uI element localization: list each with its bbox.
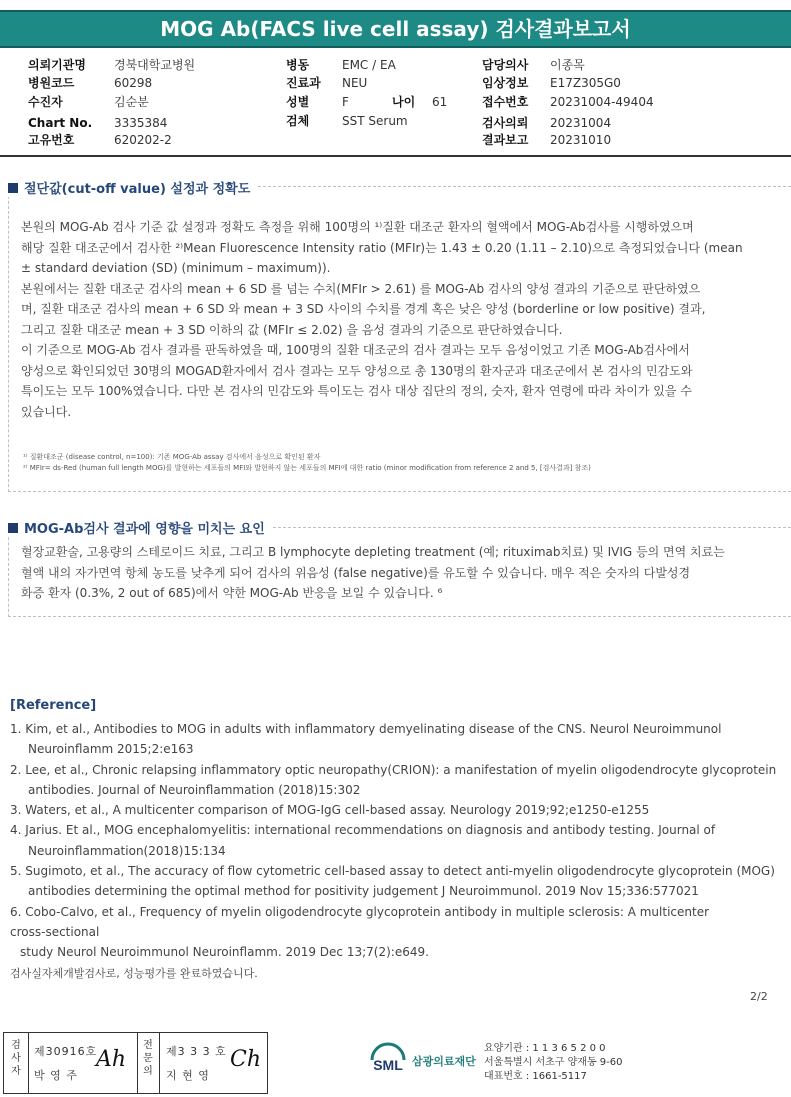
reference-line: Neuroinflammation(2018)15:134 bbox=[28, 843, 226, 858]
info-label: 병원코드 bbox=[28, 76, 75, 90]
signature-box bbox=[3, 1032, 268, 1094]
info-label: 성별 bbox=[286, 95, 310, 109]
report-title-bar bbox=[0, 10, 791, 48]
footnote: ¹⁾ 질환대조군 (disease control, n=100): 기존 MOG-Ab assay 검사에서 음성으로 확인된 환자 bbox=[23, 453, 321, 461]
info-label: 검체 bbox=[286, 114, 310, 128]
info-value: 3335384 bbox=[114, 116, 168, 130]
info-value: 경북대학교병원 bbox=[114, 58, 196, 72]
info-value: E17Z305G0 bbox=[550, 76, 621, 90]
reference-line: cross-sectional bbox=[10, 924, 100, 939]
info-label: 담당의사 bbox=[482, 58, 529, 72]
physician-signature: Ch bbox=[230, 1047, 262, 1072]
org-info-line: 대표번호 : 1661-5117 bbox=[484, 1071, 587, 1082]
page-number: 2/2 bbox=[750, 990, 768, 1003]
info-label: 진료과 bbox=[286, 76, 321, 90]
info-value: 20231010 bbox=[550, 133, 612, 147]
physician-name: 지 현 영 bbox=[166, 1069, 210, 1082]
info-value: SST Serum bbox=[342, 114, 408, 128]
info-value: 60298 bbox=[114, 76, 153, 90]
section-title: MOG-Ab검사 결과에 영향을 미치는 요인 bbox=[24, 522, 265, 537]
reference-line: antibodies. Journal of Neuroinflammation (2018)15:302 bbox=[28, 782, 361, 797]
text-line: 그리고 질환 대조군 mean + 3 SD 이하의 값 (MFIr ≤ 2.02) 을 음성 결과의 기준으로 판단하였습니다. bbox=[21, 322, 563, 337]
info-value: EMC / EA bbox=[342, 58, 396, 72]
square-bullet-icon bbox=[8, 183, 18, 193]
square-bullet-icon bbox=[8, 523, 18, 533]
reference-heading: [Reference] bbox=[10, 698, 97, 713]
info-label: 결과보고 bbox=[482, 133, 529, 147]
info-label: 검사의뢰 bbox=[482, 116, 529, 130]
reference-list bbox=[10, 719, 780, 963]
info-value: 61 bbox=[432, 95, 448, 109]
text-line: 며, 질환 대조군 검사의 mean + 6 SD 와 mean + 3 SD 사이의 수치를 경계 혹은 낮은 양성 (borderline or low positive) 결과, bbox=[21, 302, 706, 316]
tester-signature: Ah bbox=[96, 1047, 127, 1072]
text-line: 본원의 MOG-Ab 검사 기준 값 설정과 정확도 측정을 위해 100명의 ¹⁾질환 대조군 환자의 혈액에서 MOG-Ab검사를 시행하였으며 bbox=[21, 220, 694, 234]
signature-divider bbox=[137, 1033, 138, 1093]
tester-license: 제30916호 bbox=[34, 1045, 98, 1058]
reference-line: 4. Jarius. Et al., MOG encephalomyelitis: international recommendations on diagnosis and antibody testing. Journal of bbox=[10, 823, 716, 838]
reference-line: 5. Sugimoto, et al., The accuracy of flow cytometric cell-based assay to detect anti-myelin oligodendrocyte glycoprotein (MOG) bbox=[10, 864, 775, 879]
factors-section-box bbox=[8, 527, 791, 617]
cutoff-section-heading bbox=[8, 178, 258, 197]
text-line: 혈액 내의 자가면역 항체 농도를 낮추게 되어 검사의 위음성 (false negative)를 유도할 수 있습니다. 매우 적은 숫자의 다발성경 bbox=[21, 565, 691, 580]
text-line: 있습니다. bbox=[21, 404, 72, 419]
physician-label: 전 문 의 bbox=[143, 1040, 153, 1077]
text-line: 해당 질환 대조군에서 검사한 ²⁾Mean Fluorescence Intensity ratio (MFIr)는 1.43 ± 0.20 (1.11 – 2.10)으로 측정되었습니다 (mean bbox=[21, 240, 743, 255]
info-label: 고유번호 bbox=[28, 133, 75, 147]
factors-paragraph bbox=[21, 542, 781, 604]
reference-line: Neuroinflamm 2015;2:e163 bbox=[28, 742, 194, 757]
info-value: NEU bbox=[342, 76, 368, 90]
info-value: 20231004 bbox=[550, 116, 612, 130]
factors-section-heading bbox=[8, 518, 273, 537]
org-info bbox=[484, 1042, 623, 1084]
sml-logo-icon bbox=[366, 1040, 410, 1080]
text-line: 본원에서는 질환 대조군 검사의 mean + 6 SD 를 넘는 수치(MFIr > 2.61) 를 MOG-Ab 검사의 양성 결과의 기준으로 판단하였으 bbox=[21, 281, 701, 296]
cutoff-paragraph bbox=[21, 217, 781, 422]
info-label: 임상정보 bbox=[482, 76, 529, 90]
info-label: 접수번호 bbox=[482, 95, 529, 109]
org-name: 삼광의료재단 bbox=[412, 1055, 476, 1068]
info-label: 수진자 bbox=[28, 95, 63, 109]
tester-name: 박 영 주 bbox=[34, 1069, 78, 1082]
reference-line: 1. Kim, et al., Antibodies to MOG in adults with inflammatory demyelinating disease of the CNS. Neurol Neuroimmunol bbox=[10, 722, 722, 736]
org-info-line: 서울특별시 서초구 양재동 9-60 bbox=[484, 1057, 623, 1068]
text-line: 이 기준으로 MOG-Ab 검사 결과를 판독하였을 때, 100명의 질환 대조군의 검사 결과는 모두 음성이었고 기존 MOG-Ab검사에서 bbox=[21, 343, 690, 357]
info-label: 의뢰기관명 bbox=[28, 58, 86, 72]
info-value: 이종목 bbox=[550, 58, 585, 72]
text-line: 양성으로 확인되었던 30명의 MOGAD환자에서 검사 결과는 모두 양성으로 총 130명의 환자군과 대조군에서 본 검사의 민감도와 bbox=[21, 363, 693, 378]
patient-info bbox=[0, 55, 791, 155]
physician-license: 제3 3 3 호 bbox=[166, 1045, 227, 1058]
reference-line: 2. Lee, et al., Chronic relapsing inflammatory optic neuropathy(CRION): a manifestation of myelin oligodendrocyte glycoprotein bbox=[10, 762, 777, 777]
reference-line: antibodies determining the optimal method for positivity judgement J Neuroimmunol. 2019 Nov 15;336:577021 bbox=[28, 884, 699, 899]
info-label: Chart No. bbox=[28, 116, 93, 130]
cutoff-section-box bbox=[8, 186, 791, 492]
text-line: 특이도는 모두 100%였습니다. 다만 본 검사의 민감도와 특이도는 검사 대상 집단의 정의, 숫자, 환자 연령에 따라 차이가 있을 수 bbox=[21, 384, 692, 398]
info-label: 병동 bbox=[286, 58, 310, 72]
text-line: ± standard deviation (SD) (minimum – maximum)). bbox=[21, 261, 331, 275]
text-line: 화증 환자 (0.3%, 2 out of 685)에서 약한 MOG-Ab 반응을 보일 수 있습니다. ⁶ bbox=[21, 586, 443, 600]
logo-text: SML bbox=[373, 1057, 403, 1073]
info-value: 20231004-49404 bbox=[550, 95, 654, 109]
closing-note: 검사실자체개발검사로, 성능평가를 완료하였습니다. bbox=[10, 967, 258, 980]
reference-line: 6. Cobo-Calvo, et al., Frequency of myelin oligodendrocyte glycoprotein antibody in multiple sclerosis: A multicenter bbox=[10, 904, 710, 919]
info-value: F bbox=[342, 95, 349, 109]
org-info-line: 요양기관 : 1 1 3 6 5 2 0 0 bbox=[484, 1043, 606, 1054]
reference-line: study Neurol Neuroimmunol Neuroinflamm. 2019 Dec 13;7(2):e649. bbox=[20, 945, 429, 960]
text-line: 혈장교환술, 고용량의 스테로이드 치료, 그리고 B lymphocyte depleting treatment (예; rituximab치료) 및 IVIG 등의 면역 치료는 bbox=[21, 545, 725, 559]
reference-line: 3. Waters, et al., A multicenter comparison of MOG-IgG cell-based assay. Neurology 2019;92;e1250-e1255 bbox=[10, 803, 650, 818]
footnote: ²⁾ MFIr= ds-Red (human full length MOG)를 발현하는 세포들의 MFI와 발현하지 않는 세포들의 MFI에 대한 ratio (minor modification from reference 2 and 5, [검사결과] 참조) bbox=[23, 464, 591, 472]
info-label: 나이 bbox=[392, 95, 416, 109]
signature-divider bbox=[159, 1033, 160, 1093]
tester-label: 검 사 자 bbox=[11, 1040, 21, 1077]
info-value: 620202-2 bbox=[114, 133, 172, 147]
report-title: MOG Ab(FACS live cell assay) 검사결과보고서 bbox=[160, 17, 631, 41]
info-value: 김순분 bbox=[114, 95, 149, 109]
info-divider bbox=[0, 155, 791, 157]
section-title: 절단값(cut-off value) 설정과 정확도 bbox=[24, 182, 251, 197]
